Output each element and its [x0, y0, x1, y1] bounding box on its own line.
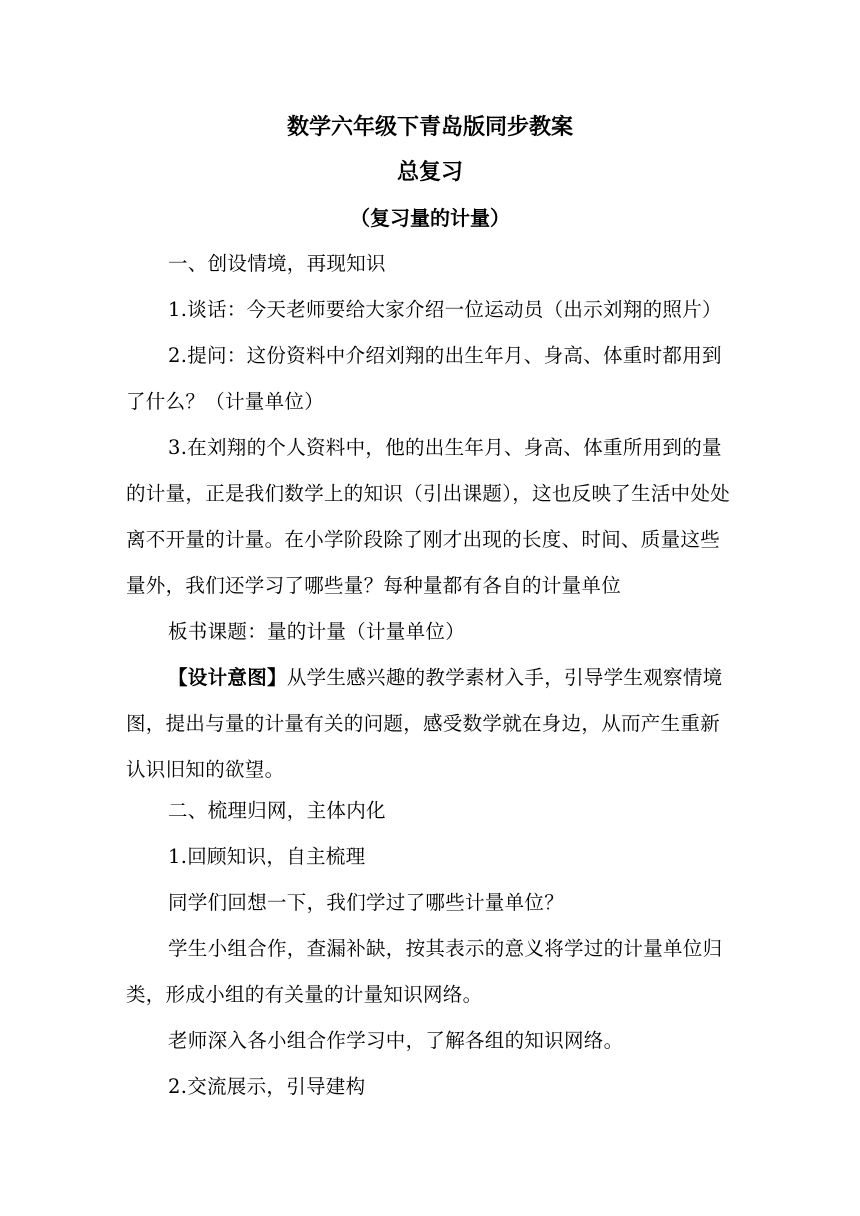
- paragraph-design-intent: [126, 655, 736, 793]
- design-intent-label: 【设计意图】: [168, 666, 287, 689]
- paragraph-heading-2: 二、梳理归网，主体内化: [168, 799, 386, 822]
- paragraph-group-work: 学生小组合作，查漏补缺，按其表示的意义将学过的计量单位归类，形成小组的有关量的计量知识网络。: [126, 937, 723, 1006]
- paragraph-profile: 3.在刘翔的个人资料中，他的出生年月、身高、体重所用到的量的计量，正是我们数学上的知识（引出课题），这也反映了生活中处处离不开量的计量。在小学阶段除了刚才出现的长度、时间、质量这些量外，我们还学习了哪些量？每种量都有各自的计量单位: [126, 436, 731, 597]
- document-title: 数学六年级下青岛版同步教案: [286, 115, 573, 140]
- design-intent-text: 从学生感兴趣的教学素材入手，引导学生观察情境图，提出与量的计量有关的问题，感受数学就在身边，从而产生重新认识旧知的欲望。: [126, 666, 723, 781]
- paragraph-recall: 同学们回想一下，我们学过了哪些计量单位？: [168, 891, 565, 914]
- paragraph-question: 2.提问：这份资料中介绍刘翔的出生年月、身高、体重时都用到了什么？（计量单位）: [126, 344, 722, 413]
- paragraph-board-title: 板书课题：量的计量（计量单位）: [168, 620, 466, 643]
- paragraph-heading-1: 一、创设情境，再现知识: [168, 252, 386, 275]
- paragraph-review: 1.回顾知识，自主梳理: [168, 845, 366, 868]
- paragraph-talk: 1.谈话：今天老师要给大家介绍一位运动员（出示刘翔的照片）: [168, 298, 722, 321]
- paragraph-exchange: 2.交流展示，引导建构: [168, 1075, 366, 1098]
- paragraph-teacher: 老师深入各小组合作学习中，了解各组的知识网络。: [168, 1029, 624, 1052]
- document-subtitle: 总复习: [396, 160, 463, 185]
- section-title: （复习量的计量）: [350, 206, 510, 230]
